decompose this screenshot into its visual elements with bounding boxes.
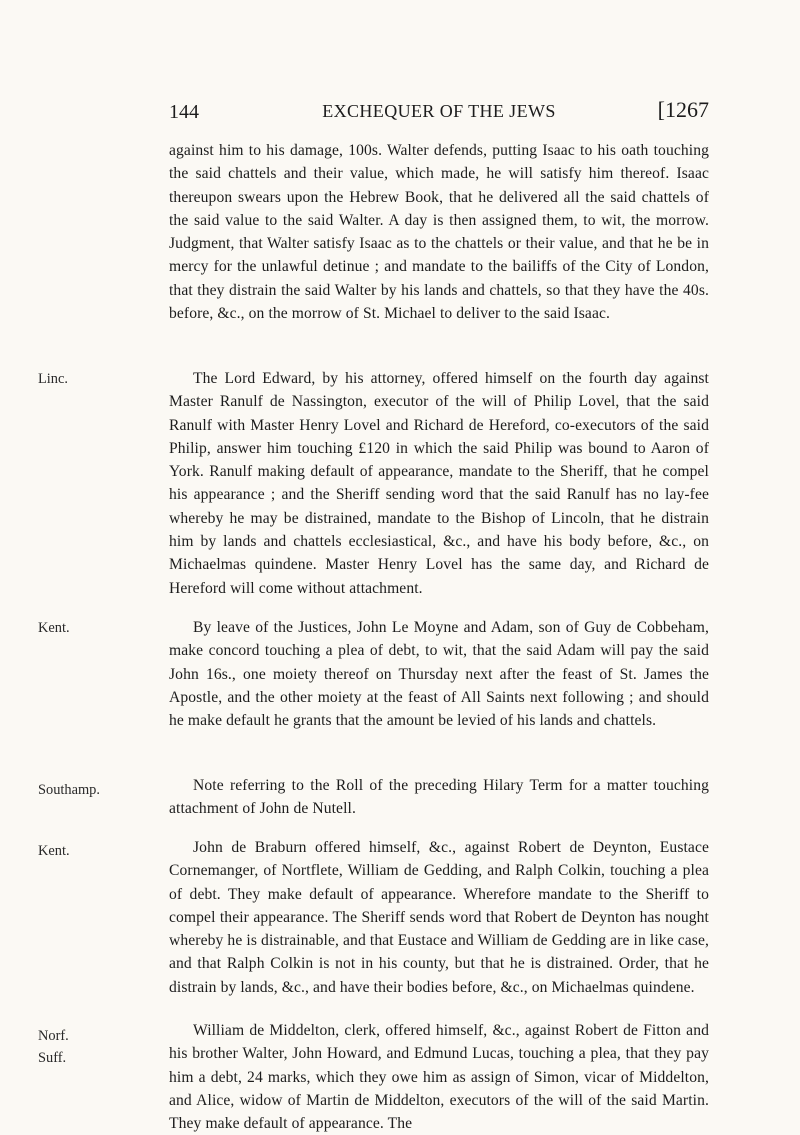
paragraph-william-de-middelton: William de Middelton, clerk, offered himself, &c., against Robert de Fitton and his brother Walter, John Howard, and Edmund Lucas, touching a plea, that they pay him a debt, 24 marks, which they owe him as assign of Simon, vicar of Middelton, and Alice, widow of Martin de Middelton, executors of the will of the said Martin. They make default of appearance. The (169, 1022, 709, 1133)
margin-note-norf: Norf. (38, 1028, 69, 1044)
paragraph-continuation: against him to his damage, 100s. Walter defends, putting Isaac to his oath touching the said chattels and their value, which made, he will satisfy him thereof. Isaac thereupon swears upon the Hebrew Book, that he delivered all the said chattels of the said value to the said Walter. A day is then assigned them, to wit, the morrow. Judgment, that Walter satisfy Isaac as to the chattels or their value, and that he be in mercy for the unlawful detinue ; and mandate to the bailiffs of the City of London, that they distrain the said Walter by his lands and chattels, so that they have the 40s. before, &c., on the morrow of St. Michael to deliver to the said Isaac. (169, 142, 709, 323)
margin-note-kent: Kent. (38, 620, 70, 636)
paragraph-note-roll: Note referring to the Roll of the preceding Hilary Term for a matter touching attachment of John de Nutell. (169, 777, 709, 818)
running-year: [1267 (657, 97, 709, 122)
page-number: 144 (169, 101, 199, 123)
margin-note-southamp: Southamp. (38, 782, 100, 798)
page-header (169, 97, 709, 127)
margin-note-kent-2: Kent. (38, 843, 70, 859)
paragraph-john-le-moyne: By leave of the Justices, John Le Moyne and Adam, son of Guy de Cobbeham, make concord touching a plea of debt, to wit, that the said Adam will pay the said John 16s., one moiety thereof on Thursday next after the feast of St. James the Apostle, and the other moiety at the feast of All Saints next following ; and should he make default he grants that the amount be levied of his lands and chattels. (169, 619, 709, 730)
running-title: EXCHEQUER OF THE JEWS (322, 101, 556, 121)
margin-note-linc: Linc. (38, 371, 68, 387)
margin-note-suff: Suff. (38, 1050, 67, 1066)
paragraph-lord-edward: The Lord Edward, by his attorney, offered himself on the fourth day against Master Ranulf de Nassington, executor of the will of Philip Lovel, that the said Ranulf with Master Henry Lovel and Richard de Hereford, co-executors of the said Philip, answer him touching £120 in which the said Philip was bound to Aaron of York. Ranulf making default of appearance, mandate to the Sheriff, that he compel his appearance ; and the Sheriff sending word that the said Ranulf has no lay-fee whereby he may be distrained, mandate to the Bishop of Lincoln, that he distrain him by lands and chattels ecclesiastical, &c., and have his body before, &c., on Michaelmas quindene. Master Henry Lovel has the same day, and Richard de Hereford will come without attachment. (169, 370, 709, 597)
paragraph-john-de-braburn: John de Braburn offered himself, &c., against Robert de Deynton, Eustace Cornemanger, of Nortflete, William de Gedding, and Ralph Colkin, touching a plea of debt. They make default of appearance. Wherefore mandate to the Sheriff to compel their appearance. The Sheriff sends word that Robert de Deynton has nought whereby he is distrainable, and that Eustace and William de Gedding are in like case, and that Ralph Colkin is not in his county, but that he is distrained. Order, that he distrain by lands, &c., and have their bodies before, &c., on Michaelmas quindene. (169, 839, 709, 996)
